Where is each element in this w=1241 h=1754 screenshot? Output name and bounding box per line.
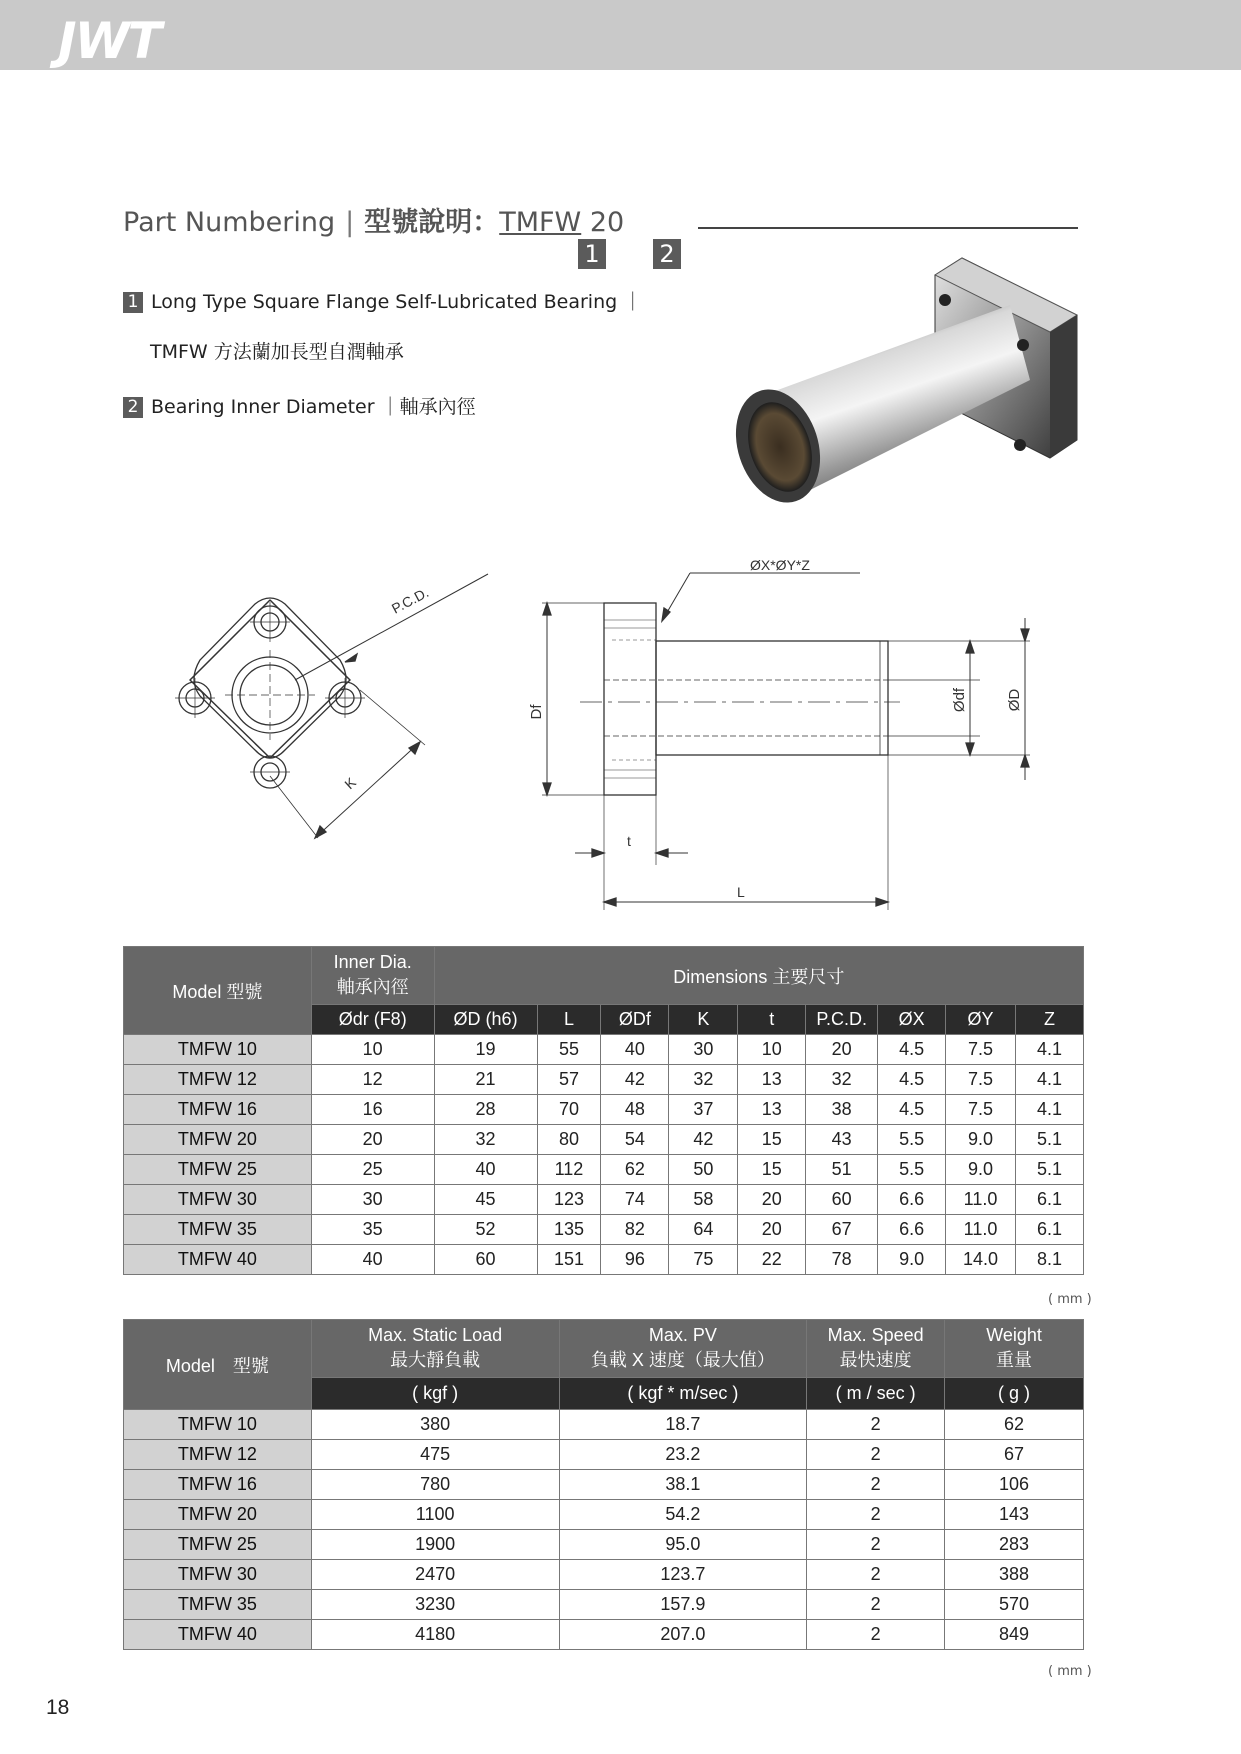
model-header: Model 型號 [124, 947, 312, 1035]
speed-header-cjk: 最快速度 [839, 1350, 912, 1370]
subheader-cell: Z [1016, 1005, 1084, 1035]
table-row [124, 1125, 1084, 1155]
value-cell: 16 [311, 1095, 434, 1125]
model-cell: TMFW 16 [124, 1470, 312, 1500]
description-1-text: Long Type Square Flange Self-Lubricated Bearing ｜ [151, 291, 643, 313]
value-cell: 570 [945, 1590, 1084, 1620]
code-part2: 20 [589, 207, 625, 238]
subheader-cell: Ødr (F8) [311, 1005, 434, 1035]
value-cell: 4.5 [878, 1035, 946, 1065]
company-logo: JWT [58, 12, 160, 70]
code-part1: TMFW [499, 207, 582, 238]
value-cell: 51 [806, 1155, 878, 1185]
value-cell: 54 [601, 1125, 669, 1155]
unit-cell: ( m / sec ) [807, 1378, 945, 1410]
table-row [124, 1065, 1084, 1095]
value-cell: 54.2 [559, 1500, 807, 1530]
table-row [124, 1155, 1084, 1185]
weight-header [945, 1320, 1084, 1378]
value-cell: 4.5 [878, 1095, 946, 1125]
value-cell: 55 [537, 1035, 601, 1065]
value-cell: 7.5 [946, 1095, 1016, 1125]
value-cell: 283 [945, 1530, 1084, 1560]
value-cell: 50 [669, 1155, 738, 1185]
value-cell: 207.0 [559, 1620, 807, 1650]
value-cell: 18.7 [559, 1410, 807, 1440]
value-cell: 157.9 [559, 1590, 807, 1620]
value-cell: 13 [738, 1095, 806, 1125]
description-1-cjk-text: TMFW 方法蘭加長型自潤軸承 [150, 341, 404, 363]
description-2-number: 2 [123, 397, 143, 418]
unit-cell: ( kgf ) [311, 1378, 559, 1410]
code-box-1: 1 [578, 239, 606, 269]
value-cell: 23.2 [559, 1440, 807, 1470]
value-cell: 2 [807, 1560, 945, 1590]
subheader-cell: t [738, 1005, 806, 1035]
model-cell: TMFW 12 [124, 1440, 312, 1470]
value-cell: 9.0 [946, 1155, 1016, 1185]
value-cell: 3230 [311, 1590, 559, 1620]
value-cell: 6.6 [878, 1185, 946, 1215]
table-row [124, 1215, 1084, 1245]
model-cell: TMFW 30 [124, 1185, 312, 1215]
value-cell: 57 [537, 1065, 601, 1095]
value-cell: 42 [601, 1065, 669, 1095]
value-cell: 62 [945, 1410, 1084, 1440]
value-cell: 112 [537, 1155, 601, 1185]
value-cell: 40 [434, 1155, 537, 1185]
value-cell: 11.0 [946, 1215, 1016, 1245]
title-cjk: 型號說明： [364, 207, 500, 238]
value-cell: 2 [807, 1410, 945, 1440]
model-cell: TMFW 30 [124, 1560, 312, 1590]
value-cell: 60 [806, 1185, 878, 1215]
table2-unit: ( mm ) [1048, 1664, 1092, 1679]
load-table [123, 1319, 1084, 1650]
value-cell: 75 [669, 1245, 738, 1275]
value-cell: 20 [738, 1185, 806, 1215]
value-cell: 21 [434, 1065, 537, 1095]
value-cell: 4.1 [1016, 1035, 1084, 1065]
model-cell: TMFW 10 [124, 1410, 312, 1440]
value-cell: 67 [945, 1440, 1084, 1470]
odf-label: Ødf [951, 687, 968, 713]
value-cell: 32 [806, 1065, 878, 1095]
page-number: 18 [46, 1696, 70, 1719]
value-cell: 143 [945, 1500, 1084, 1530]
value-cell: 6.6 [878, 1215, 946, 1245]
l-label: L [737, 884, 745, 900]
value-cell: 20 [806, 1035, 878, 1065]
speed-header-en: Max. Speed [827, 1325, 924, 1345]
od-label: ØD [1006, 688, 1023, 712]
table-row [124, 1245, 1084, 1275]
value-cell: 151 [537, 1245, 601, 1275]
value-cell: 2470 [311, 1560, 559, 1590]
model-cell: TMFW 20 [124, 1500, 312, 1530]
value-cell: 67 [806, 1215, 878, 1245]
value-cell: 96 [601, 1245, 669, 1275]
xyz-label: ØX*ØY*Z [750, 557, 810, 573]
value-cell: 45 [434, 1185, 537, 1215]
inner-dia-header-line1: Inner Dia. [333, 952, 412, 972]
weight-header-en: Weight [986, 1325, 1042, 1345]
value-cell: 60 [434, 1245, 537, 1275]
value-cell: 7.5 [946, 1035, 1016, 1065]
subheader-cell: L [537, 1005, 601, 1035]
part-numbering-title: Part Numbering | 型號說明：TMFW 20 [123, 207, 625, 238]
value-cell: 22 [738, 1245, 806, 1275]
value-cell: 40 [311, 1245, 434, 1275]
value-cell: 135 [537, 1215, 601, 1245]
value-cell: 8.1 [1016, 1245, 1084, 1275]
value-cell: 32 [434, 1125, 537, 1155]
value-cell: 4.1 [1016, 1065, 1084, 1095]
table-row [124, 1185, 1084, 1215]
value-cell: 2 [807, 1470, 945, 1500]
value-cell: 48 [601, 1095, 669, 1125]
value-cell: 9.0 [878, 1245, 946, 1275]
value-cell: 5.1 [1016, 1125, 1084, 1155]
value-cell: 20 [311, 1125, 434, 1155]
value-cell: 52 [434, 1215, 537, 1245]
value-cell: 19 [434, 1035, 537, 1065]
value-cell: 14.0 [946, 1245, 1016, 1275]
model-cell: TMFW 16 [124, 1095, 312, 1125]
value-cell: 11.0 [946, 1185, 1016, 1215]
inner-dia-header [311, 947, 434, 1005]
table-row [124, 1590, 1084, 1620]
value-cell: 2 [807, 1500, 945, 1530]
description-2-text: Bearing Inner Diameter ｜軸承內徑 [151, 396, 476, 418]
value-cell: 2 [807, 1530, 945, 1560]
title-en: Part Numbering [123, 207, 336, 238]
value-cell: 42 [669, 1125, 738, 1155]
static-load-header-en: Max. Static Load [368, 1325, 503, 1345]
value-cell: 43 [806, 1125, 878, 1155]
value-cell: 780 [311, 1470, 559, 1500]
value-cell: 2 [807, 1620, 945, 1650]
value-cell: 40 [601, 1035, 669, 1065]
value-cell: 30 [311, 1185, 434, 1215]
value-cell: 35 [311, 1215, 434, 1245]
subheader-cell: ØD (h6) [434, 1005, 537, 1035]
value-cell: 5.5 [878, 1155, 946, 1185]
table-row [124, 1530, 1084, 1560]
value-cell: 82 [601, 1215, 669, 1245]
weight-header-cjk: 重量 [996, 1350, 1033, 1370]
value-cell: 380 [311, 1410, 559, 1440]
df-label: Df [528, 704, 545, 720]
table-row [124, 1095, 1084, 1125]
table-row [124, 1035, 1084, 1065]
dimensions-table [123, 946, 1084, 1275]
value-cell: 849 [945, 1620, 1084, 1650]
value-cell: 9.0 [946, 1125, 1016, 1155]
inner-dia-header-line2: 軸承內徑 [336, 977, 409, 997]
pcd-label: P.C.D. [388, 584, 432, 617]
unit-cell: ( kgf * m/sec ) [559, 1378, 807, 1410]
table-row [124, 1500, 1084, 1530]
value-cell: 7.5 [946, 1065, 1016, 1095]
model-cell: TMFW 25 [124, 1155, 312, 1185]
value-cell: 38 [806, 1095, 878, 1125]
value-cell: 64 [669, 1215, 738, 1245]
model-cell: TMFW 25 [124, 1530, 312, 1560]
speed-header [807, 1320, 945, 1378]
subheader-cell: P.C.D. [806, 1005, 878, 1035]
value-cell: 62 [601, 1155, 669, 1185]
subheader-cell: K [669, 1005, 738, 1035]
value-cell: 106 [945, 1470, 1084, 1500]
k-label: K [341, 774, 359, 793]
unit-cell: ( g ) [945, 1378, 1084, 1410]
value-cell: 6.1 [1016, 1215, 1084, 1245]
value-cell: 20 [738, 1215, 806, 1245]
value-cell: 1900 [311, 1530, 559, 1560]
value-cell: 10 [311, 1035, 434, 1065]
front-view [175, 574, 488, 838]
value-cell: 12 [311, 1065, 434, 1095]
value-cell: 4.1 [1016, 1095, 1084, 1125]
value-cell: 38.1 [559, 1470, 807, 1500]
value-cell: 2 [807, 1440, 945, 1470]
subheader-cell: ØY [946, 1005, 1016, 1035]
value-cell: 10 [738, 1035, 806, 1065]
code-box-2: 2 [653, 239, 681, 269]
static-load-header-cjk: 最大靜負載 [390, 1350, 481, 1370]
model-cell: TMFW 35 [124, 1215, 312, 1245]
value-cell: 2 [807, 1590, 945, 1620]
t-label: t [627, 833, 631, 849]
value-cell: 32 [669, 1065, 738, 1095]
value-cell: 58 [669, 1185, 738, 1215]
model-cell: TMFW 10 [124, 1035, 312, 1065]
value-cell: 388 [945, 1560, 1084, 1590]
value-cell: 1100 [311, 1500, 559, 1530]
value-cell: 30 [669, 1035, 738, 1065]
table-row [124, 1620, 1084, 1650]
value-cell: 123.7 [559, 1560, 807, 1590]
model-cell: TMFW 20 [124, 1125, 312, 1155]
dimensions-header: Dimensions 主要尺寸 [434, 947, 1083, 1005]
value-cell: 28 [434, 1095, 537, 1125]
value-cell: 5.1 [1016, 1155, 1084, 1185]
value-cell: 4.5 [878, 1065, 946, 1095]
value-cell: 37 [669, 1095, 738, 1125]
table1-unit: ( mm ) [1048, 1292, 1092, 1307]
value-cell: 70 [537, 1095, 601, 1125]
value-cell: 74 [601, 1185, 669, 1215]
subheader-cell: ØDf [601, 1005, 669, 1035]
model-cell: TMFW 40 [124, 1245, 312, 1275]
value-cell: 4180 [311, 1620, 559, 1650]
model-header: Model 型號 [124, 1320, 312, 1410]
model-cell: TMFW 35 [124, 1590, 312, 1620]
pv-header [559, 1320, 807, 1378]
value-cell: 5.5 [878, 1125, 946, 1155]
table-row [124, 1440, 1084, 1470]
value-cell: 78 [806, 1245, 878, 1275]
value-cell: 15 [738, 1155, 806, 1185]
model-cell: TMFW 12 [124, 1065, 312, 1095]
table-row [124, 1470, 1084, 1500]
value-cell: 475 [311, 1440, 559, 1470]
bearing-3d-image [722, 258, 1077, 514]
model-cell: TMFW 40 [124, 1620, 312, 1650]
value-cell: 15 [738, 1125, 806, 1155]
pv-header-en: Max. PV [648, 1325, 717, 1345]
subheader-cell: ØX [878, 1005, 946, 1035]
static-load-header [311, 1320, 559, 1378]
pv-header-cjk: 負載 X 速度（最大值） [590, 1350, 775, 1370]
value-cell: 6.1 [1016, 1185, 1084, 1215]
value-cell: 25 [311, 1155, 434, 1185]
table-row [124, 1560, 1084, 1590]
value-cell: 80 [537, 1125, 601, 1155]
description-1-number: 1 [123, 292, 143, 313]
table-row [124, 1410, 1084, 1440]
value-cell: 13 [738, 1065, 806, 1095]
value-cell: 95.0 [559, 1530, 807, 1560]
value-cell: 123 [537, 1185, 601, 1215]
side-view [542, 573, 1030, 910]
